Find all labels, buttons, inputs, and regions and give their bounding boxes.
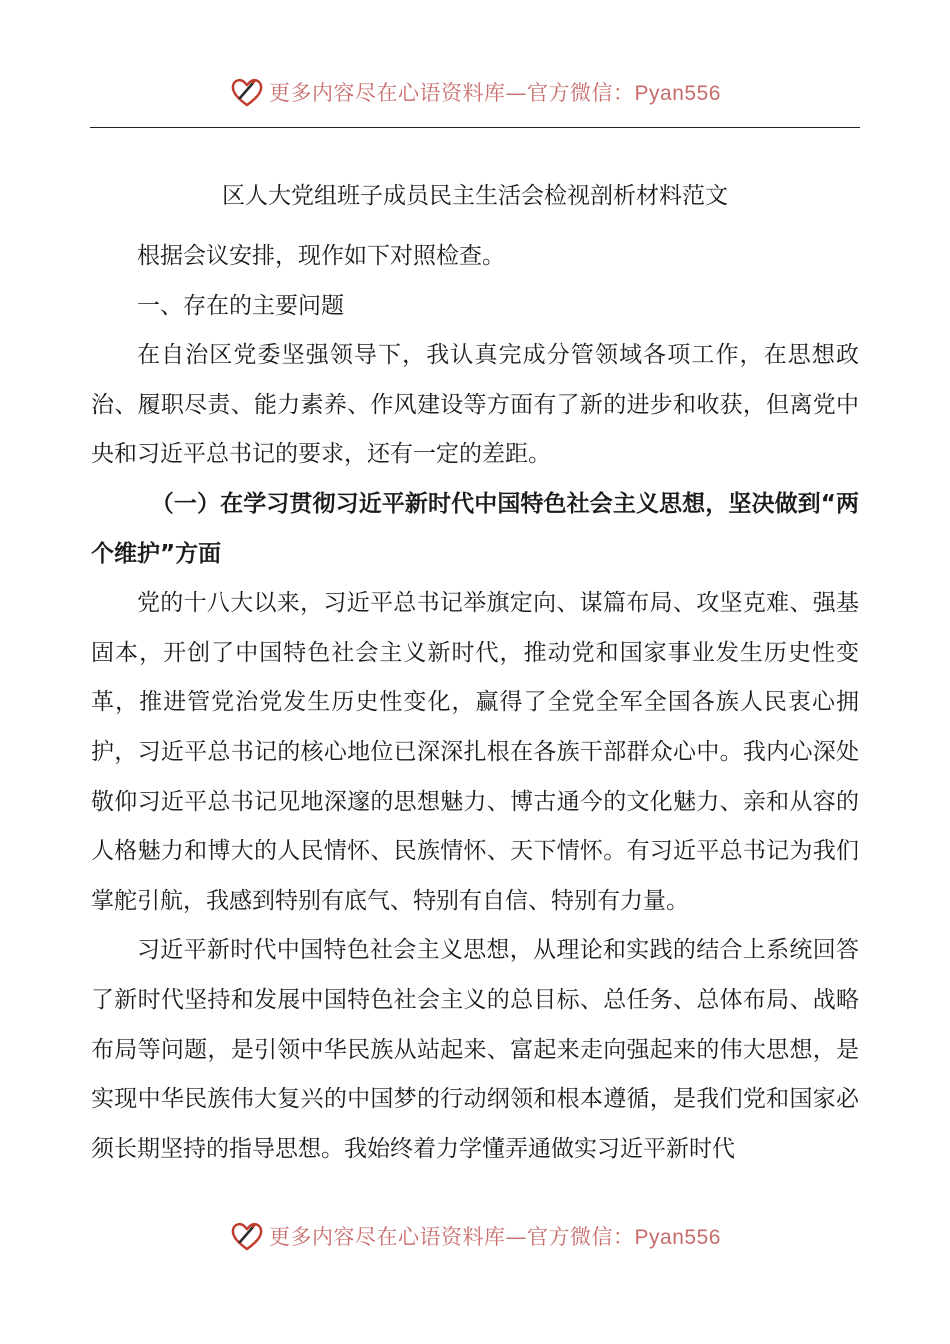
document-title: 区人大党组班子成员民主生活会检视剖析材料范文 bbox=[222, 183, 728, 209]
watermark-text: 更多内容尽在心语资料库—官方微信：Pyan556 bbox=[269, 1225, 721, 1249]
watermark-text: 更多内容尽在心语资料库—官方微信：Pyan556 bbox=[269, 81, 721, 105]
paragraph-intro: 根据会议安排，现作如下对照检查。 bbox=[137, 243, 505, 269]
paragraph-body-1: 党的十八大以来，习近平总书记举旗定向、谋篇布局、攻坚克难、强基固本，开创了中国特色社会主义新时代，推动党和国家事业发生历史性变革，推进管党治党发生历史性变化，赢得了全党全军全国各族人民衷心拥护，习近平总书记的核心地位已深深扎根在各族干部群众心中。我内心深处敬仰习近平总书记见地深邃的思想魅力、博古通今的文化魅力、亲和从容的人格魅力和博大的人民情怀、民族情怀、天下情怀。有习近平总书记为我们掌舵引航，我感到特别有底气、特别有自信、特别有力量。 bbox=[91, 590, 859, 914]
subsection-heading: （一）在学习贯彻习近平新时代中国特色社会主义思想，坚决做到“两个维护”方面 bbox=[91, 490, 859, 567]
heart-pen-logo-icon bbox=[229, 74, 265, 110]
footer-watermark bbox=[0, 1214, 950, 1258]
header-divider bbox=[90, 127, 860, 128]
header-watermark bbox=[0, 70, 950, 114]
paragraph-overview: 在自治区党委坚强领导下，我认真完成分管领域各项工作，在思想政治、履职尽责、能力素养、作风建设等方面有了新的进步和收获，但离党中央和习近平总书记的要求，还有一定的差距。 bbox=[91, 342, 859, 468]
section-heading: 一、存在的主要问题 bbox=[137, 292, 344, 319]
heart-pen-logo-icon bbox=[229, 1218, 265, 1254]
paragraph-body-2: 习近平新时代中国特色社会主义思想，从理论和实践的结合上系统回答了新时代坚持和发展中国特色社会主义的总目标、总任务、总体布局、战略布局等问题，是引领中华民族从站起来、富起来走向强起来的伟大思想，是实现中华民族伟大复兴的中国梦的行动纲领和根本遵循，是我们党和国家必须长期坚持的指导思想。我始终着力学懂弄通做实习近平新时代 bbox=[91, 937, 859, 1162]
document-body bbox=[91, 232, 859, 1174]
